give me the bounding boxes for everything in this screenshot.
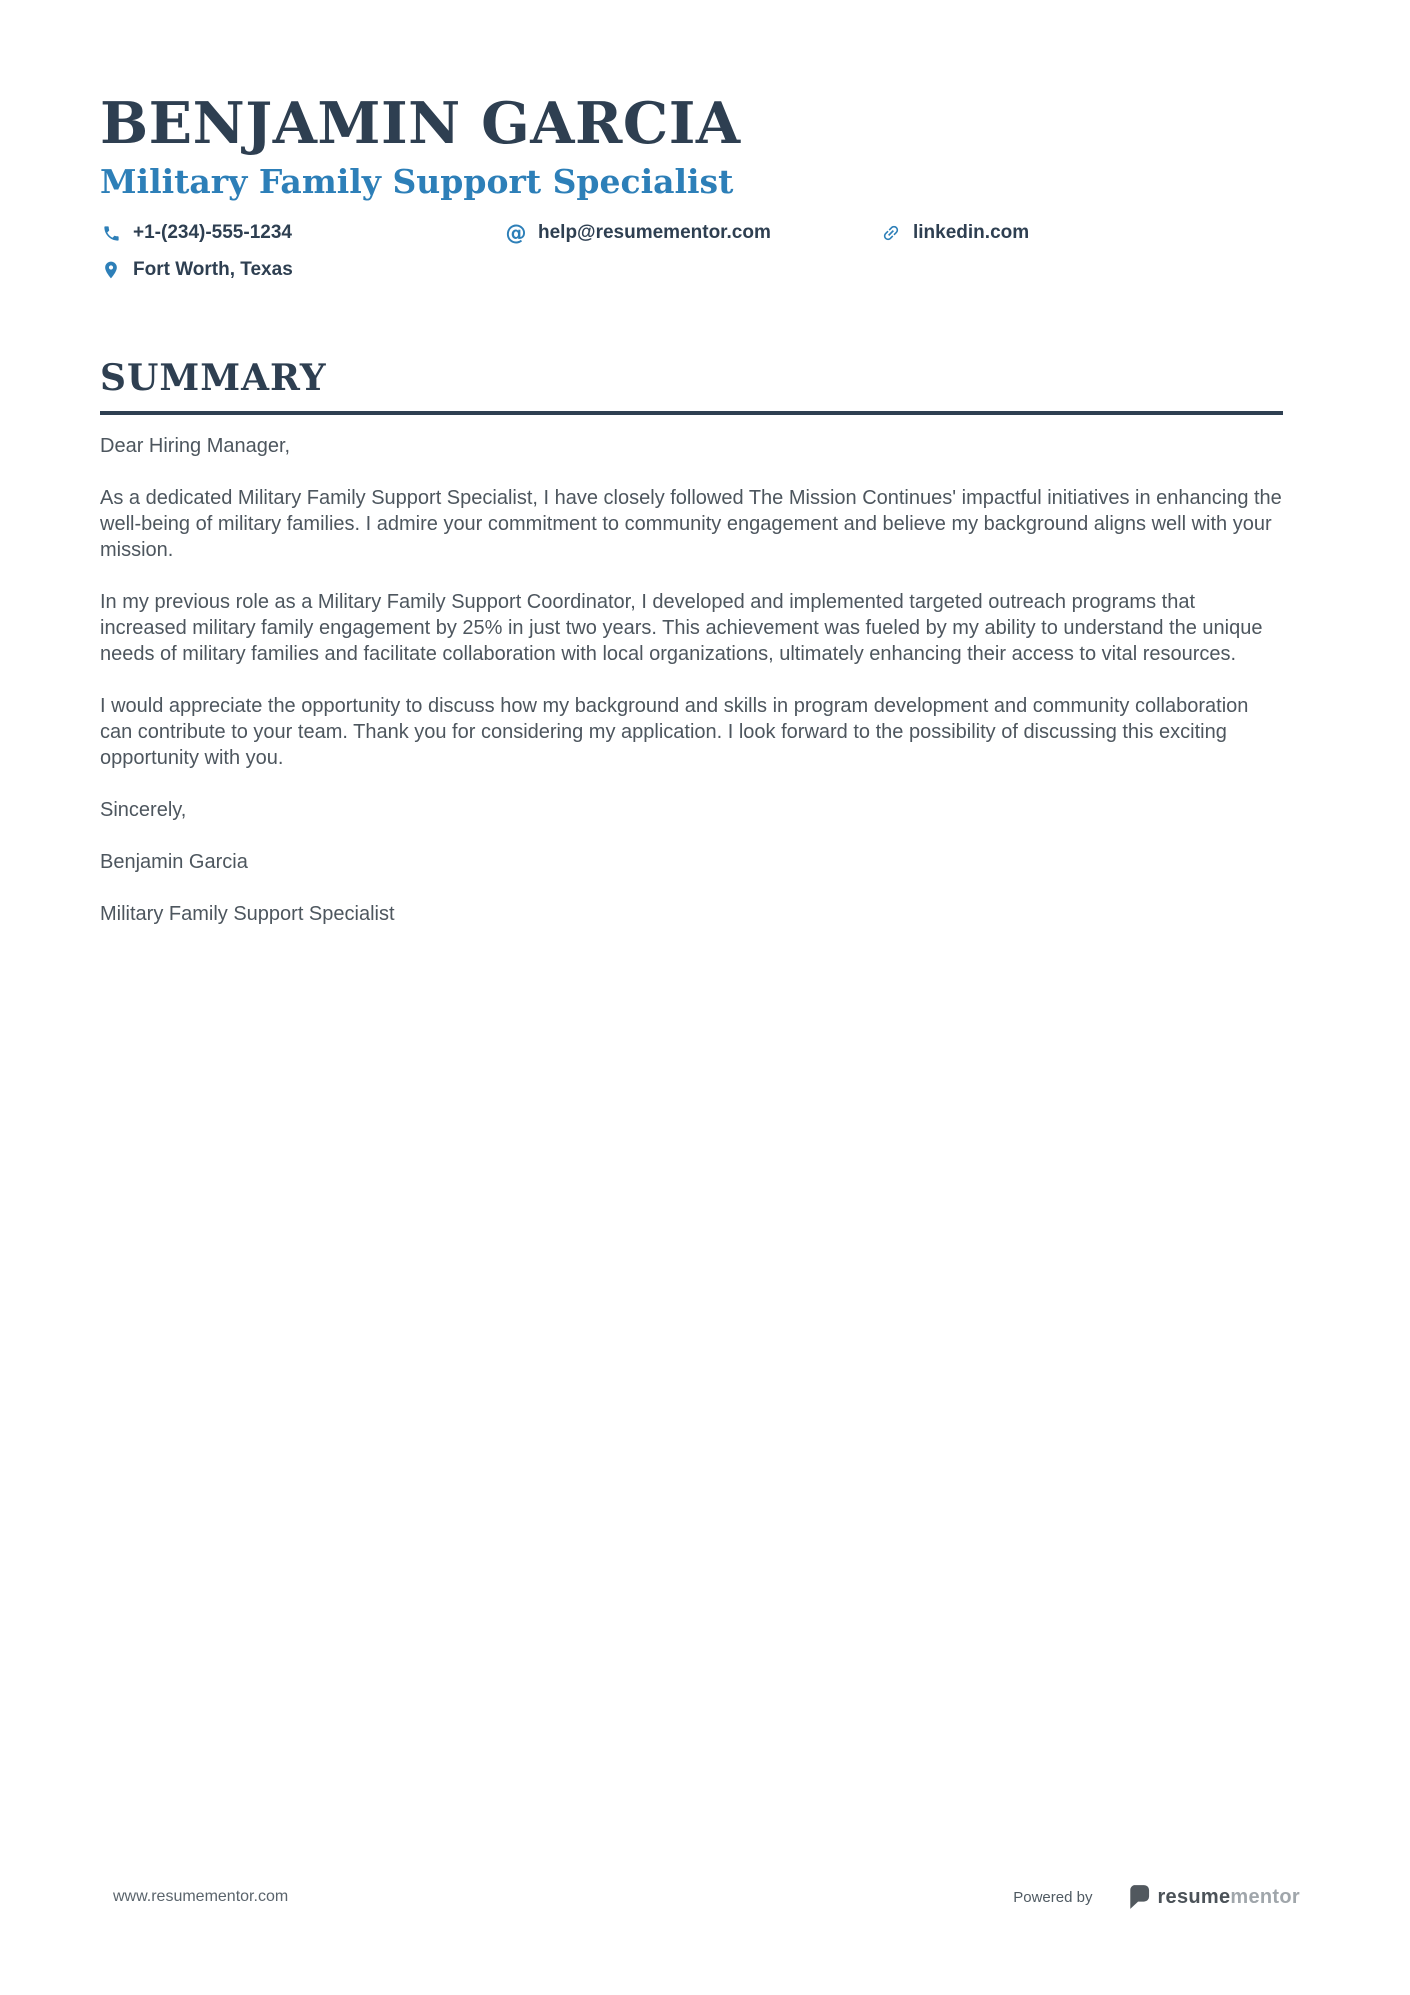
resumementor-logo[interactable] — [1128, 1884, 1300, 1910]
contact-row-1 — [100, 222, 1283, 244]
powered-by-label: Powered by — [1013, 1888, 1093, 1906]
signature-role: Military Family Support Specialist — [100, 903, 395, 926]
contact-phone-value: +1-(234)-555-1234 — [133, 222, 292, 244]
contact-email[interactable] — [505, 222, 880, 244]
resumementor-logo-icon — [1128, 1884, 1150, 1910]
letter-body — [100, 433, 1283, 927]
at-icon: @ — [505, 221, 527, 246]
resumementor-logo-text — [1157, 1886, 1300, 1909]
closing-salutation: Sincerely, — [100, 799, 187, 822]
phone-icon — [100, 222, 122, 244]
contact-location-value: Fort Worth, Texas — [133, 259, 293, 281]
footer-branding — [1013, 1884, 1300, 1910]
contact-linkedin-value[interactable]: linkedin.com — [913, 222, 1030, 244]
page-content — [0, 0, 1410, 927]
paragraph: As a dedicated Military Family Support Specialist, I have closely followed The Mission Continues' impactful initiatives in enhancing the well-being of military families. I admire your commitment to community engagement and believe my background aligns well with your mission. — [100, 487, 1282, 562]
contact-linkedin[interactable] — [880, 222, 1029, 244]
page-footer — [113, 1884, 1300, 1910]
footer-website-link[interactable]: www.resumementor.com — [113, 1888, 289, 1905]
contact-location — [100, 259, 505, 281]
candidate-job-title: Military Family Support Specialist — [100, 161, 734, 201]
paragraph: I would appreciate the opportunity to discuss how my background and skills in program development and community collaboration can contribute to your team. Thank you for considering my application. I look forward to the possibility of discussing this exciting opportunity with you. — [100, 695, 1249, 770]
summary-heading: SUMMARY — [100, 357, 1283, 415]
contact-row-2 — [100, 259, 1283, 281]
link-icon — [875, 218, 906, 249]
candidate-name: BENJAMIN GARCIA — [100, 90, 741, 157]
location-pin-icon — [100, 259, 122, 281]
paragraph: In my previous role as a Military Family Support Coordinator, I developed and implemented targeted outreach programs that increased military family engagement by 25% in just two years. This achievement was fueled by my ability to understand the unique needs of military families and facilitate collaboration with local organizations, ultimately enhancing their access to vital resources. — [100, 591, 1263, 666]
contact-info — [100, 222, 1283, 281]
salutation: Dear Hiring Manager, — [100, 435, 291, 458]
logo-text-bold: resume — [1157, 1885, 1231, 1908]
contact-email-value[interactable]: help@resumementor.com — [538, 222, 771, 244]
contact-phone — [100, 222, 505, 244]
signature-name: Benjamin Garcia — [100, 851, 248, 874]
logo-text-light: mentor — [1230, 1885, 1300, 1908]
